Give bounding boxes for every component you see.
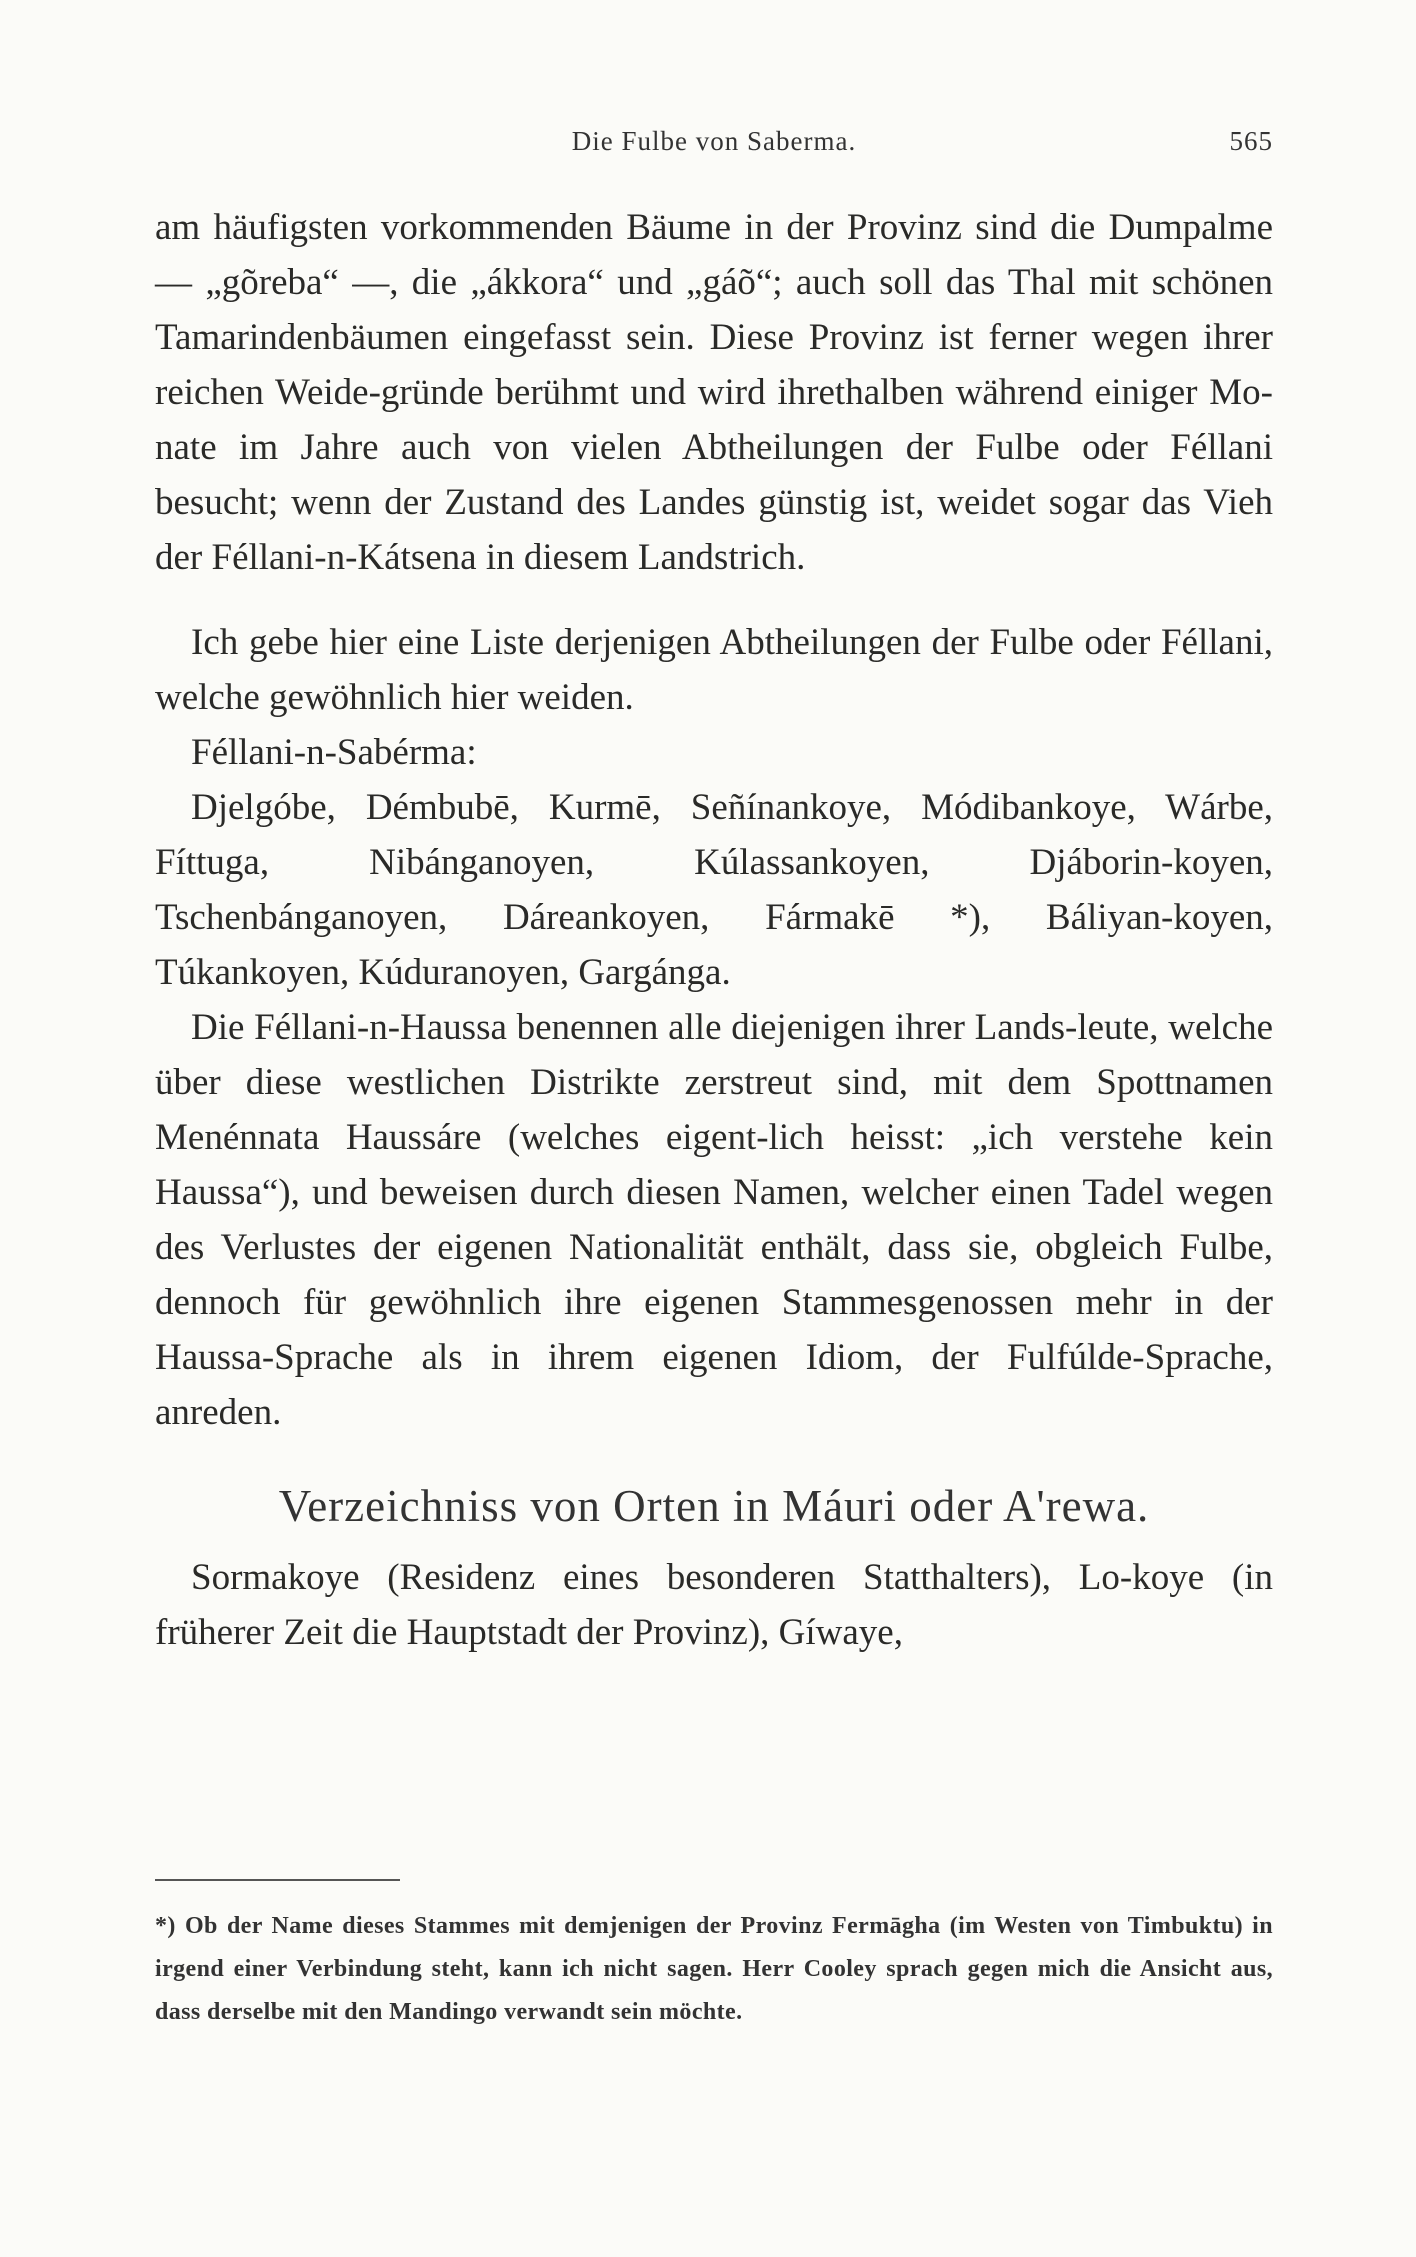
paragraph-list-intro: Ich gebe hier eine Liste derjenigen Abtheilungen der Fulbe oder Féllani, welche gewöhnlich hier weiden. (155, 622, 1273, 718)
section-heading: Verzeichniss von Orten in Máuri oder A'rewa. (278, 1481, 1150, 1531)
paragraph-places: Sormakoye (Residenz eines besonderen Statthalters), Lo-koye (in früherer Zeit die Hauptstadt der Provinz), Gíwaye, (155, 1557, 1273, 1653)
page-number: 565 (1229, 126, 1273, 156)
running-header (155, 126, 1273, 166)
paragraph-tribe-list: Djelgóbe, Démbubē, Kurmē, Señínankoye, Módibankoye, Wárbe, Fíttuga, Nibánganoyen, Kúlassankoyen, Djáborin-koyen, Tschenbánganoyen, Dáreankoyen, Fármakē *), Báliyan-koyen, Túkankoyen, Kúduranoyen, Gargánga. (155, 787, 1273, 993)
paragraph-list-heading: Féllani-n-Sabérma: (191, 732, 477, 773)
paragraph-haussa: Die Féllani-n-Haussa benennen alle diejenigen ihrer Lands-leute, welche über diese westlichen Distrikte zerstreut sind, mit dem Spottnamen Menénnata Haussáre (welches eigent-lich heisst: „ich verstehe kein Haussa“), und beweisen durch diesen Namen, welcher einen Tadel wegen des Verlustes der eigenen Nationalität enthält, dass sie, obgleich Fulbe, dennoch für gewöhnlich ihre eigenen Stammesgenossen mehr in der Haussa-Sprache als in ihrem eigenen Idiom, der Fulfúlde-Sprache, anreden. (155, 1007, 1273, 1433)
paragraph-provinces: am häufigsten vorkommenden Bäume in der Provinz sind die Dumpalme — „gõreba“ —, die „ákkora“ und „gáõ“; auch soll das Thal mit schönen Tamarindenbäumen eingefasst sein. Diese Provinz ist ferner wegen ihrer reichen Weide-gründe berühmt und wird ihrethalben während einiger Mo-nate im Jahre auch von vielen Abtheilungen der Fulbe oder Féllani besucht; wenn der Zustand des Landes günstig ist, weidet sogar das Vieh der Féllani-n-Kátsena in diesem Landstrich. (155, 207, 1273, 578)
main-text (155, 200, 1273, 1660)
footnote: *) Ob der Name dieses Stammes mit demjenigen der Provinz Fermāgha (im Westen von Timbuktu) in irgend einer Verbindung steht, kann ich nicht sagen. Herr Cooley sprach gegen mich die Ansicht aus, dass derselbe mit den Mandingo verwandt sein möchte. (155, 1913, 1273, 2025)
footnote-divider (155, 1879, 400, 1881)
running-title: Die Fulbe von Saberma. (571, 126, 857, 156)
